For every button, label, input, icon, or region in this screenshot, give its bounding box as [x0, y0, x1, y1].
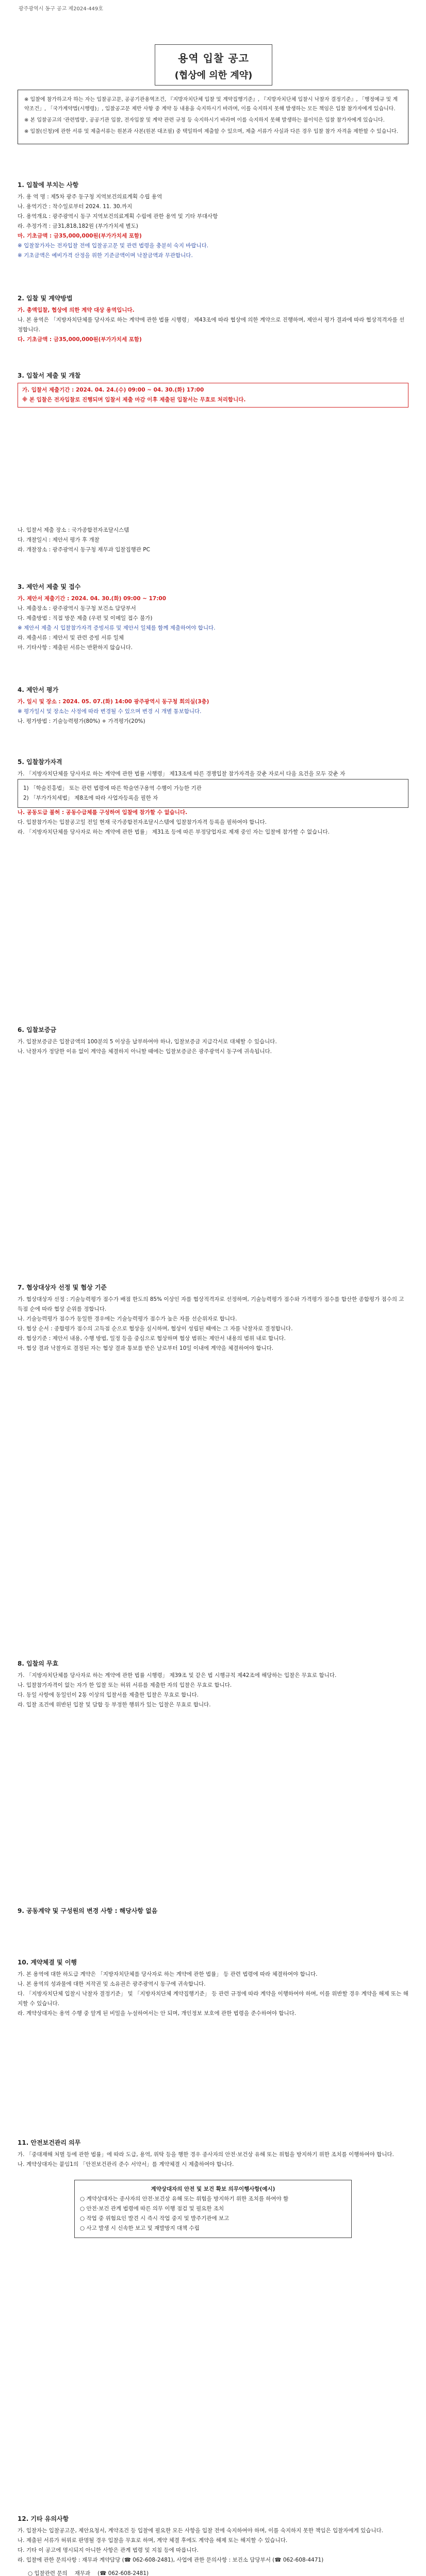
intro-line: ※ 입찰(신청)에 관한 서류 및 제출서류는 원본과 사본(원본 대조필) 중 택일하여 제출할 수 있으며, 제출 서류가 사실과 다른 경우 입찰 참가 자격을 제한할 수 있습니다.	[24, 129, 398, 134]
section-title: 2. 입찰 및 계약방법	[18, 295, 73, 302]
section-line: 마. 기타사항 : 제출된 서류는 반환하지 않습니다.	[18, 645, 133, 651]
section-note: ※ 평가일시 및 장소는 사정에 따라 변경될 수 있으며 변경 시 개별 통보합니다.	[18, 708, 202, 715]
section-line: 나. 용역기간 : 착수일로부터 2024. 11. 30.까지	[18, 204, 133, 210]
section-line: 나. 본 용역은 「지방자치단체를 당사자로 하는 계약에 관한 법률 시행령」 제43조에 따라 협상에 의한 계약으로 진행하며, 제안서 평가 결과에 따라 협상적격자를 선정합니다.	[18, 317, 405, 333]
section-line: 나. 본 용역의 성과물에 대한 저작권 및 소유권은 광주광역시 동구에 귀속합니다.	[18, 1981, 206, 1987]
section-line: 다. 동일 사항에 동일인이 2통 이상의 입찰서를 제출한 입찰은 무효로 합니다.	[18, 1692, 199, 1698]
proposal-period: 가. 제안서 제출기간 : 2024. 04. 30.(화) 09:00 ~ 17:00	[18, 596, 167, 602]
section-line: 라. 입찰에 관한 문의사항 : 재무과 계약담당 (☎ 062-608-2481), 사업에 관한 문의사항 : 보건소 담당부서 (☎ 062-608-4471)	[18, 2557, 324, 2563]
section-title: 12. 기타 유의사항	[18, 2515, 69, 2522]
section-line: 가. 입찰보증금은 입찰금액의 100분의 5 이상을 납부하여야 하나, 입찰보증금 지급각서로 대체할 수 있습니다.	[18, 1039, 277, 1045]
section-line: 다. 기타 이 공고에 명시되지 아니한 사항은 관계 법령 및 지침 등에 따릅니다.	[18, 2547, 199, 2553]
section-line: 다. 개찰일시 : 제안서 평가 후 개찰	[18, 537, 100, 543]
box-line: ○ 계약상대자는 종사자의 안전·보건상 유해 또는 위험을 방지하기 위한 조치를 하여야 함	[80, 2196, 289, 2202]
page-subtitle: (협상에 의한 계약)	[174, 70, 253, 81]
section-8	[18, 1283, 408, 1353]
document-reference: 광주광역시 동구 공고 제2024-449호	[19, 6, 103, 12]
section-title: 3. 입찰서 제출 및 개찰	[18, 372, 81, 379]
section-line: 나. 평가방법 : 기술능력평가(80%) + 가격평가(20%)	[18, 718, 145, 724]
section-line: 라. 계약상대자는 용역 수행 중 알게 된 비밀을 누설하여서는 안 되며, 개인정보 보호에 관한 법령을 준수하여야 합니다.	[18, 2010, 297, 2016]
title-box	[155, 44, 272, 86]
section-line: 라. 협상기준 : 제안서 내용, 수행 방법, 일정 등을 중심으로 협상하며 협상 범위는 제안서 내용의 범위 내로 합니다.	[18, 1335, 286, 1342]
section-title: 10. 계약체결 및 이행	[18, 1959, 77, 1966]
section-note: ※ 제안서 제출 시 입찰참가자격 증빙서류 및 제안서 일체를 함께 제출하여야 합니다.	[18, 625, 216, 631]
bid-period: 가. 입찰서 제출기간 : 2024. 04. 24.(수) 09:00 ~ 04. 30.(화) 17:00	[22, 387, 204, 393]
section-9	[18, 1659, 408, 1710]
section-line: 나. 계약상대자는 붙임1의 「안전보건관리 준수 서약서」를 계약체결 시 제출하여야 합니다.	[18, 2161, 234, 2167]
evaluation-date: 가. 일시 및 장소 : 2024. 05. 07.(화) 14:00 광주광역시 동구청 회의실(3층)	[18, 699, 209, 705]
section-line: 1) 「학술진흥법」 또는 관련 법령에 따른 학술연구용역 수행이 가능한 기관	[23, 785, 202, 791]
bid-period-note: ※ 본 입찰은 전자입찰로 진행되며 입찰서 제출 마감 이후 제출된 입찰서는 무효로 처리합니다.	[22, 397, 246, 403]
section-line: 다. 제출방법 : 직접 방문 제출 (우편 및 이메일 접수 불가)	[18, 615, 153, 621]
contact-label: ○ 입찰관련 문의	[28, 2570, 68, 2576]
contact-dept: 재무과	[74, 2570, 91, 2576]
safety-duties-box	[74, 2180, 352, 2238]
section-line: 라. 추정가격 : 금31,818,182원 (부가가치세 별도)	[18, 223, 138, 229]
section-title: 1. 입찰에 부치는 사항	[18, 181, 79, 189]
section-title: 11. 안전보건관리 의무	[18, 2139, 81, 2146]
section-10	[18, 1906, 408, 1918]
section-1	[18, 180, 408, 261]
section-3	[18, 371, 408, 408]
section-line: 다. 기초금액 : 금35,000,000원(부가가치세 포함)	[18, 336, 142, 343]
contact-tel: (☎ 062-608-2481)	[97, 2570, 149, 2576]
section-line: 가. 용 역 명 : 제5차 광주 동구청 지역보건의료계획 수립 용역	[18, 194, 162, 200]
section-line: 가. 「지방자치단체를 당사자로 하는 계약에 관한 법률 시행령」 제39조 및 같은 법 시행규칙 제42조에 해당하는 입찰은 무효로 합니다.	[18, 1672, 337, 1679]
section-line: 나. 공동도급 불허 : 공동수급체를 구성하여 입찰에 참가할 수 없습니다.	[18, 809, 188, 816]
section-line: 가. 협상대상자 선정 : 기술능력평가 점수가 배점 한도의 85% 이상인 자를 협상적격자로 선정하며, 기술능력평가 점수와 가격평가 점수를 합산한 종합평가 점수의 고득점 순에 따라 협상 순위를 정합니다.	[18, 1296, 404, 1312]
section-title: 7. 협상대상자 선정 및 협상 기준	[18, 1284, 107, 1291]
section-title: 4. 제안서 평가	[18, 686, 59, 693]
section-2	[18, 294, 408, 345]
box-line: ○ 작업 중 위험요인 발견 시 즉시 작업 중지 및 발주기관에 보고	[80, 2215, 230, 2222]
section-line: 다. 협상 순서 : 종합평가 점수의 고득점 순으로 협상을 실시하며, 협상이 성립된 때에는 그 자를 낙찰자로 결정합니다.	[18, 1326, 293, 1332]
qualification-box	[18, 779, 408, 808]
section-line: 나. 낙찰자가 정당한 이유 없이 계약을 체결하지 아니할 때에는 입찰보증금은 광주광역시 동구에 귀속됩니다.	[18, 1048, 272, 1055]
section-line: 다. 「지방자치단체 입찰시 낙찰자 결정기준」 및 「지방자치단체 계약집행기준」 등 관련 규정에 따라 계약을 이행하여야 하며, 이를 위반할 경우 계약을 해제 또는 해지할 수 있습니다.	[18, 1991, 408, 2007]
section-line: 2) 「부가가치세법」 제8조에 따라 사업자등록을 필한 자	[23, 795, 158, 801]
box-title: 계약상대자의 안전 및 보건 확보 의무이행사항(예시)	[151, 2186, 275, 2192]
section-title: 9. 공동계약 및 구성원의 변경 사항 : 해당사항 없음	[18, 1907, 158, 1914]
section-line: 나. 제출장소 : 광주광역시 동구청 보건소 담당부서	[18, 605, 136, 612]
section-line: 가. 「지방자치단체를 당사자로 하는 계약에 관한 법률 시행령」 제13조에 따른 경쟁입찰 참가자격을 갖춘 자로서 다음 요건을 모두 갖춘 자	[18, 771, 346, 777]
section-note: ※ 기초금액은 예비가격 산정을 위한 기준금액이며 낙찰금액과 무관합니다.	[18, 252, 193, 259]
bid-period-box	[18, 383, 408, 408]
section-6	[18, 757, 408, 837]
box-line: ○ 사고 발생 시 신속한 보고 및 재발방지 대책 수립	[80, 2225, 200, 2231]
section-line: 마. 협상 결과 낙찰자로 결정된 자는 협상 결과 통보를 받은 날로부터 10일 이내에 계약을 체결하여야 합니다.	[18, 1345, 274, 1351]
section-line: 라. 입찰 조건에 위반된 입찰 및 담합 등 부정한 행위가 있는 입찰은 무효로 합니다.	[18, 1702, 211, 1708]
section-title: 6. 입찰보증금	[18, 1026, 57, 1033]
section-line: 가. 본 용역에 대한 하도급 계약은 「지방자치단체를 당사자로 하는 계약에 관한 법률」 등 관련 법령에 따라 체결하여야 합니다.	[18, 1971, 318, 1977]
section-line: 나. 기술능력평가 점수가 동일한 경우에는 기술능력평가 점수가 높은 자를 선순위자로 합니다.	[18, 1316, 237, 1322]
section-line: 나. 입찰참가자격이 없는 자가 한 입찰 또는 허위 서류를 제출한 자의 입찰은 무효로 합니다.	[18, 1682, 232, 1688]
section-4	[18, 582, 408, 653]
section-line: 다. 용역개요 : 광주광역시 동구 지역보건의료계획 수립에 관한 용역 및 기타 부대사항	[18, 213, 218, 219]
section-5	[18, 685, 408, 726]
section-line: 가. 「중대재해 처벌 등에 관한 법률」에 따라 도급, 용역, 위탁 등을 행한 경우 종사자의 안전·보건상 유해 또는 위험을 방지하기 위한 조치를 이행하여야 합니다.	[18, 2151, 394, 2158]
intro-line: ※ 입찰에 참가하고자 하는 자는 입찰공고문, 공공기관용역조건, 『지방자치단체 입찰 및 계약집행기준』, 『지방자치단체 입찰시 낙찰자 결정기준』, 「행정예규 및 계약조건」, 「국가계약법(시행령)」, 입찰공고문 제반 사항 중 계약 등 내용을 숙지하시기 바라며, 이를 숙지하지 못해 발생하는 모든 책임은 입찰 참가자에게 있습니다.	[24, 97, 398, 112]
section-title: 3. 제안서 제출 및 접수	[18, 583, 81, 590]
intro-line: ※ 본 입찰공고의 '관련법령', 공공기관 입찰, 전자입찰 및 계약 관련 규정 등 숙지하시기 바라며 이를 숙지하지 못해 발생하는 불이익은 입찰 참가자에게 있습니다.	[24, 117, 385, 123]
section-line: 나. 제출된 서류가 허위로 판명될 경우 입찰을 무효로 하며, 계약 체결 후에도 계약을 해제 또는 해지할 수 있습니다.	[18, 2537, 288, 2544]
section-11	[18, 1958, 408, 2019]
contact-table	[28, 2568, 156, 2576]
page-title: 용역 입찰 공고	[178, 52, 249, 64]
contact-row	[28, 2568, 156, 2576]
box-line: ○ 안전·보건 관계 법령에 따른 의무 이행 점검 및 필요한 조치	[80, 2206, 224, 2212]
section-line: 다. 입찰참가자는 입찰공고일 전일 현재 국가종합전자조달시스템에 입찰참가자격 등록을 필하여야 합니다.	[18, 819, 267, 825]
intro-notice-box	[18, 90, 408, 144]
section-title: 5. 입찰참가자격	[18, 758, 62, 766]
section-line: 라. 「지방자치단체를 당사자로 하는 계약에 관한 법률」 제31조 등에 따른 부정당업자로 제재 중인 자는 입찰에 참가할 수 없습니다.	[18, 829, 330, 835]
section-note: ※ 입찰참가자는 전자입찰 전에 입찰공고문 및 관련 법령을 충분히 숙지 바랍니다.	[18, 243, 209, 249]
section-line: 라. 개찰장소 : 광주광역시 동구청 재무과 입찰집행관 PC	[18, 547, 150, 553]
section-3-details	[18, 526, 408, 555]
section-line: 가. 입찰자는 입찰공고문, 제안요청서, 계약조건 등 입찰에 필요한 모든 사항을 입찰 전에 숙지하여야 하며, 이를 숙지하지 못한 책임은 입찰자에게 있습니다.	[18, 2528, 383, 2534]
section-line: 가. 총액입찰, 협상에 의한 계약 대상 용역입니다.	[18, 307, 135, 313]
base-amount: 마. 기초금액 : 금35,000,000원(부가가치세 포함)	[18, 233, 142, 239]
section-7	[18, 1025, 408, 1057]
section-13	[18, 2514, 408, 2576]
section-title: 8. 입찰의 무효	[18, 1660, 59, 1667]
section-12	[18, 2138, 408, 2238]
section-line: 나. 입찰서 제출 장소 : 국가종합전자조달시스템	[18, 527, 129, 533]
section-line: 라. 제출서류 : 제안서 및 관련 증빙 서류 일체	[18, 635, 124, 641]
